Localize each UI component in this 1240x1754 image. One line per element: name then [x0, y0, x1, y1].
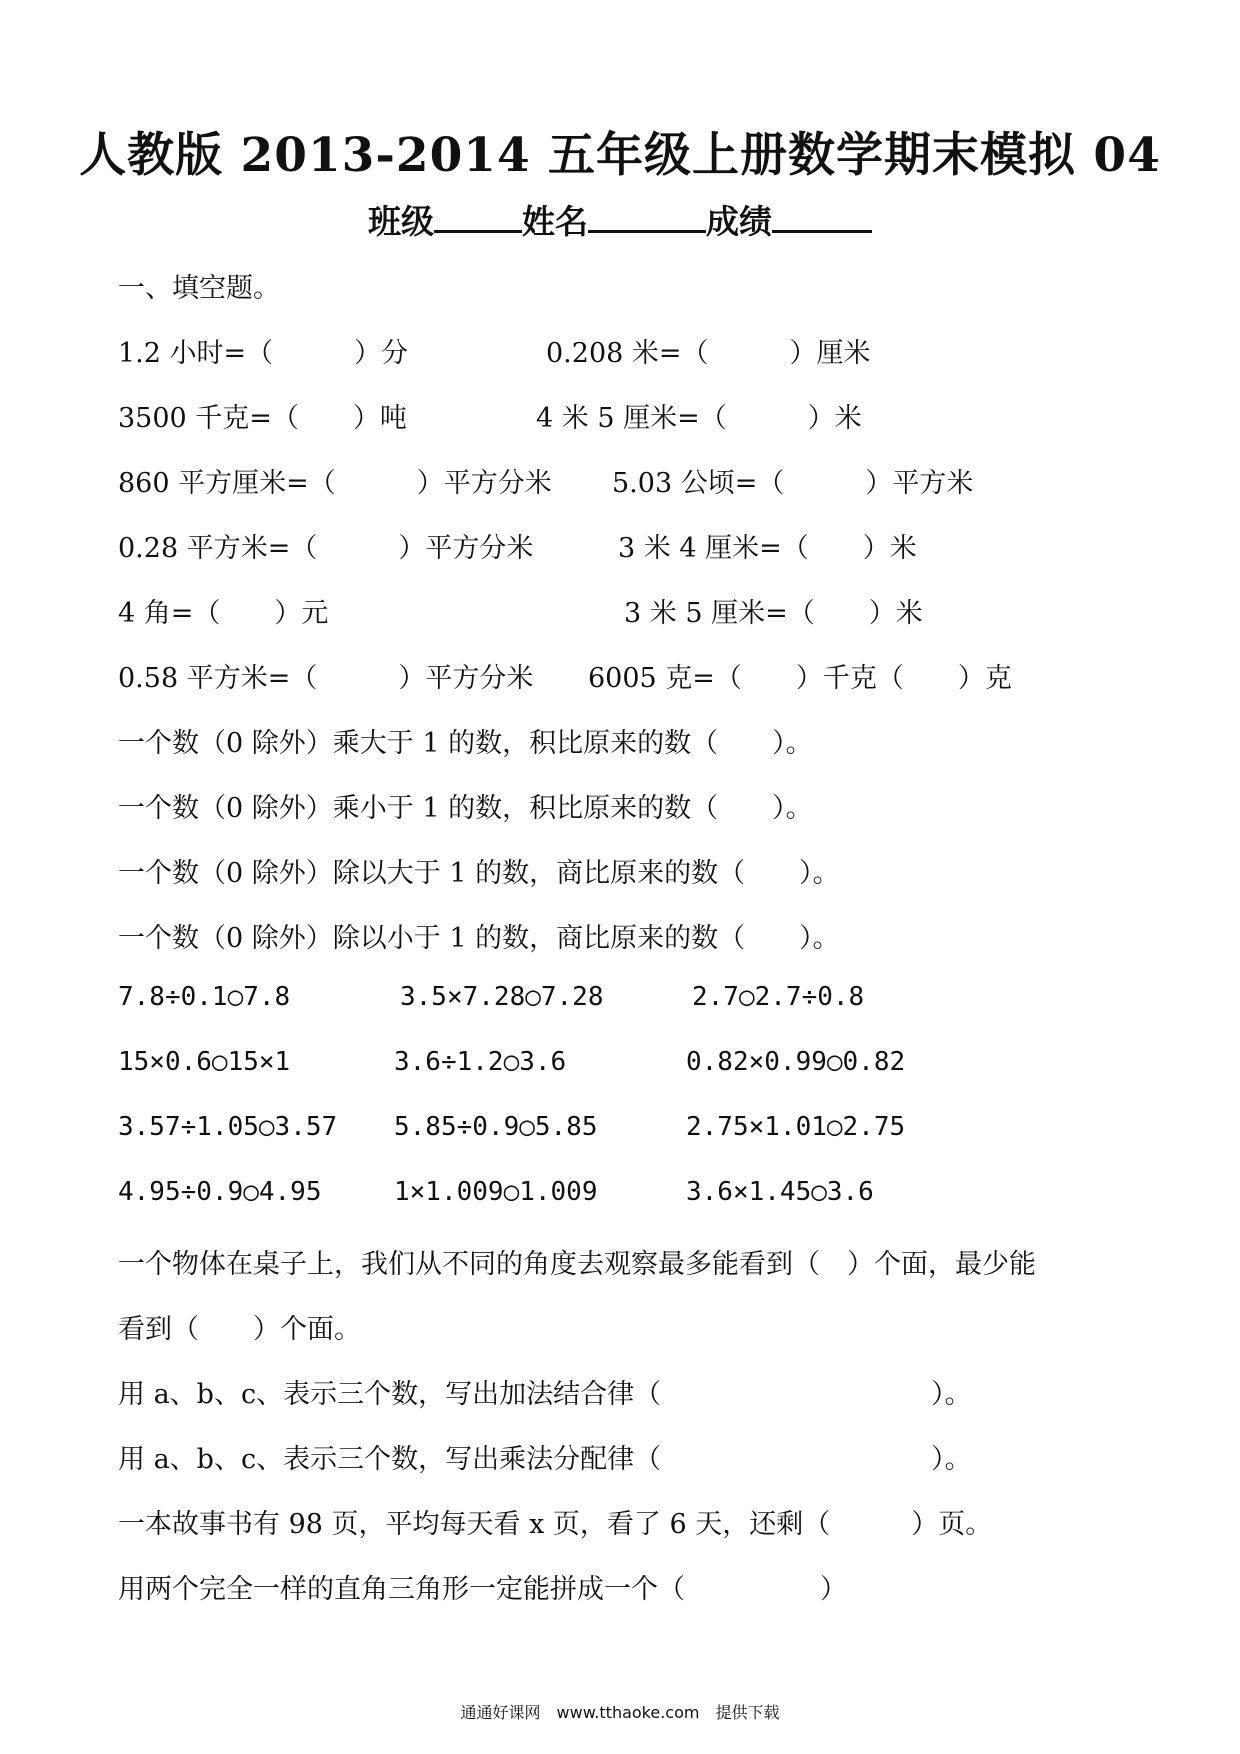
comparison-item: 4.95÷0.9○4.95 [118, 1177, 322, 1207]
class-label: 班级 [368, 202, 434, 241]
comparison-item: 2.75×1.01○2.75 [686, 1112, 906, 1142]
comparison-item: 1×1.009○1.009 [394, 1177, 598, 1207]
conversion-question: 860 平方厘米=（ ）平方分米 [118, 468, 552, 499]
conversion-question: 0.208 米=（ ）厘米 [546, 338, 871, 369]
conversion-question: 4 角=（ ）元 [118, 598, 329, 629]
conversion-question: 3 米 4 厘米=（ ）米 [618, 533, 917, 564]
faces-question-line2: 看到（ ）个面。 [118, 1314, 361, 1345]
score-blank [772, 198, 872, 233]
comparison-item: 15×0.6○15×1 [118, 1047, 291, 1077]
comparison-item: 3.5×7.28○7.28 [400, 982, 604, 1012]
compare-sentence: 一个数（0 除外）除以大于 1 的数，商比原来的数（ ）。 [118, 858, 840, 889]
conversion-question: 4 米 5 厘米=（ ）米 [536, 403, 862, 434]
conversion-question: 5.03 公顷=（ ）平方米 [612, 468, 974, 499]
comparison-item: 7.8÷0.1○7.8 [118, 982, 291, 1012]
comparison-item: 3.57÷1.05○3.57 [118, 1112, 338, 1142]
page-title: 人教版 2013-2014 五年级上册数学期末模拟 04 [79, 128, 1161, 183]
conversion-question: 3500 千克=（ ）吨 [118, 403, 407, 434]
compare-sentence: 一个数（0 除外）乘小于 1 的数，积比原来的数（ ）。 [118, 793, 813, 824]
compare-sentence: 一个数（0 除外）除以小于 1 的数，商比原来的数（ ）。 [118, 923, 840, 954]
compare-sentence: 一个数（0 除外）乘大于 1 的数，积比原来的数（ ）。 [118, 728, 813, 759]
conversion-question: 0.28 平方米=（ ）平方分米 [118, 533, 534, 564]
class-blank [434, 198, 522, 233]
conversion-question: 6005 克=（ ）千克（ ）克 [588, 663, 1012, 694]
storybook-question: 一本故事书有 98 页，平均每天看 x 页，看了 6 天，还剩（ ）页。 [118, 1509, 993, 1540]
triangles-question: 用两个完全一样的直角三角形一定能拼成一个（ ） [118, 1574, 847, 1605]
score-label: 成绩 [706, 202, 772, 241]
name-blank [588, 198, 706, 233]
footer-source: 通通好课网 www.tthaoke.com 提供下载 [460, 1703, 780, 1722]
comparison-item: 3.6÷1.2○3.6 [394, 1047, 567, 1077]
distribution-law-question: 用 a、b、c、表示三个数，写出乘法分配律（ ）。 [118, 1444, 972, 1475]
comparison-item: 3.6×1.45○3.6 [686, 1177, 874, 1207]
conversion-question: 0.58 平方米=（ ）平方分米 [118, 663, 534, 694]
name-label: 姓名 [522, 202, 588, 241]
comparison-item: 0.82×0.99○0.82 [686, 1047, 906, 1077]
section-heading: 一、填空题。 [118, 273, 280, 304]
conversion-question: 3 米 5 厘米=（ ）米 [624, 598, 923, 629]
faces-question-line1: 一个物体在桌子上，我们从不同的角度去观察最多能看到（ ）个面，最少能 [118, 1249, 1036, 1280]
addition-law-question: 用 a、b、c、表示三个数，写出加法结合律（ ）。 [118, 1379, 972, 1410]
student-info-line [0, 196, 1240, 243]
comparison-item: 2.7○2.7÷0.8 [692, 982, 865, 1012]
comparison-item: 5.85÷0.9○5.85 [394, 1112, 598, 1142]
conversion-question: 1.2 小时=（ ）分 [118, 338, 409, 369]
